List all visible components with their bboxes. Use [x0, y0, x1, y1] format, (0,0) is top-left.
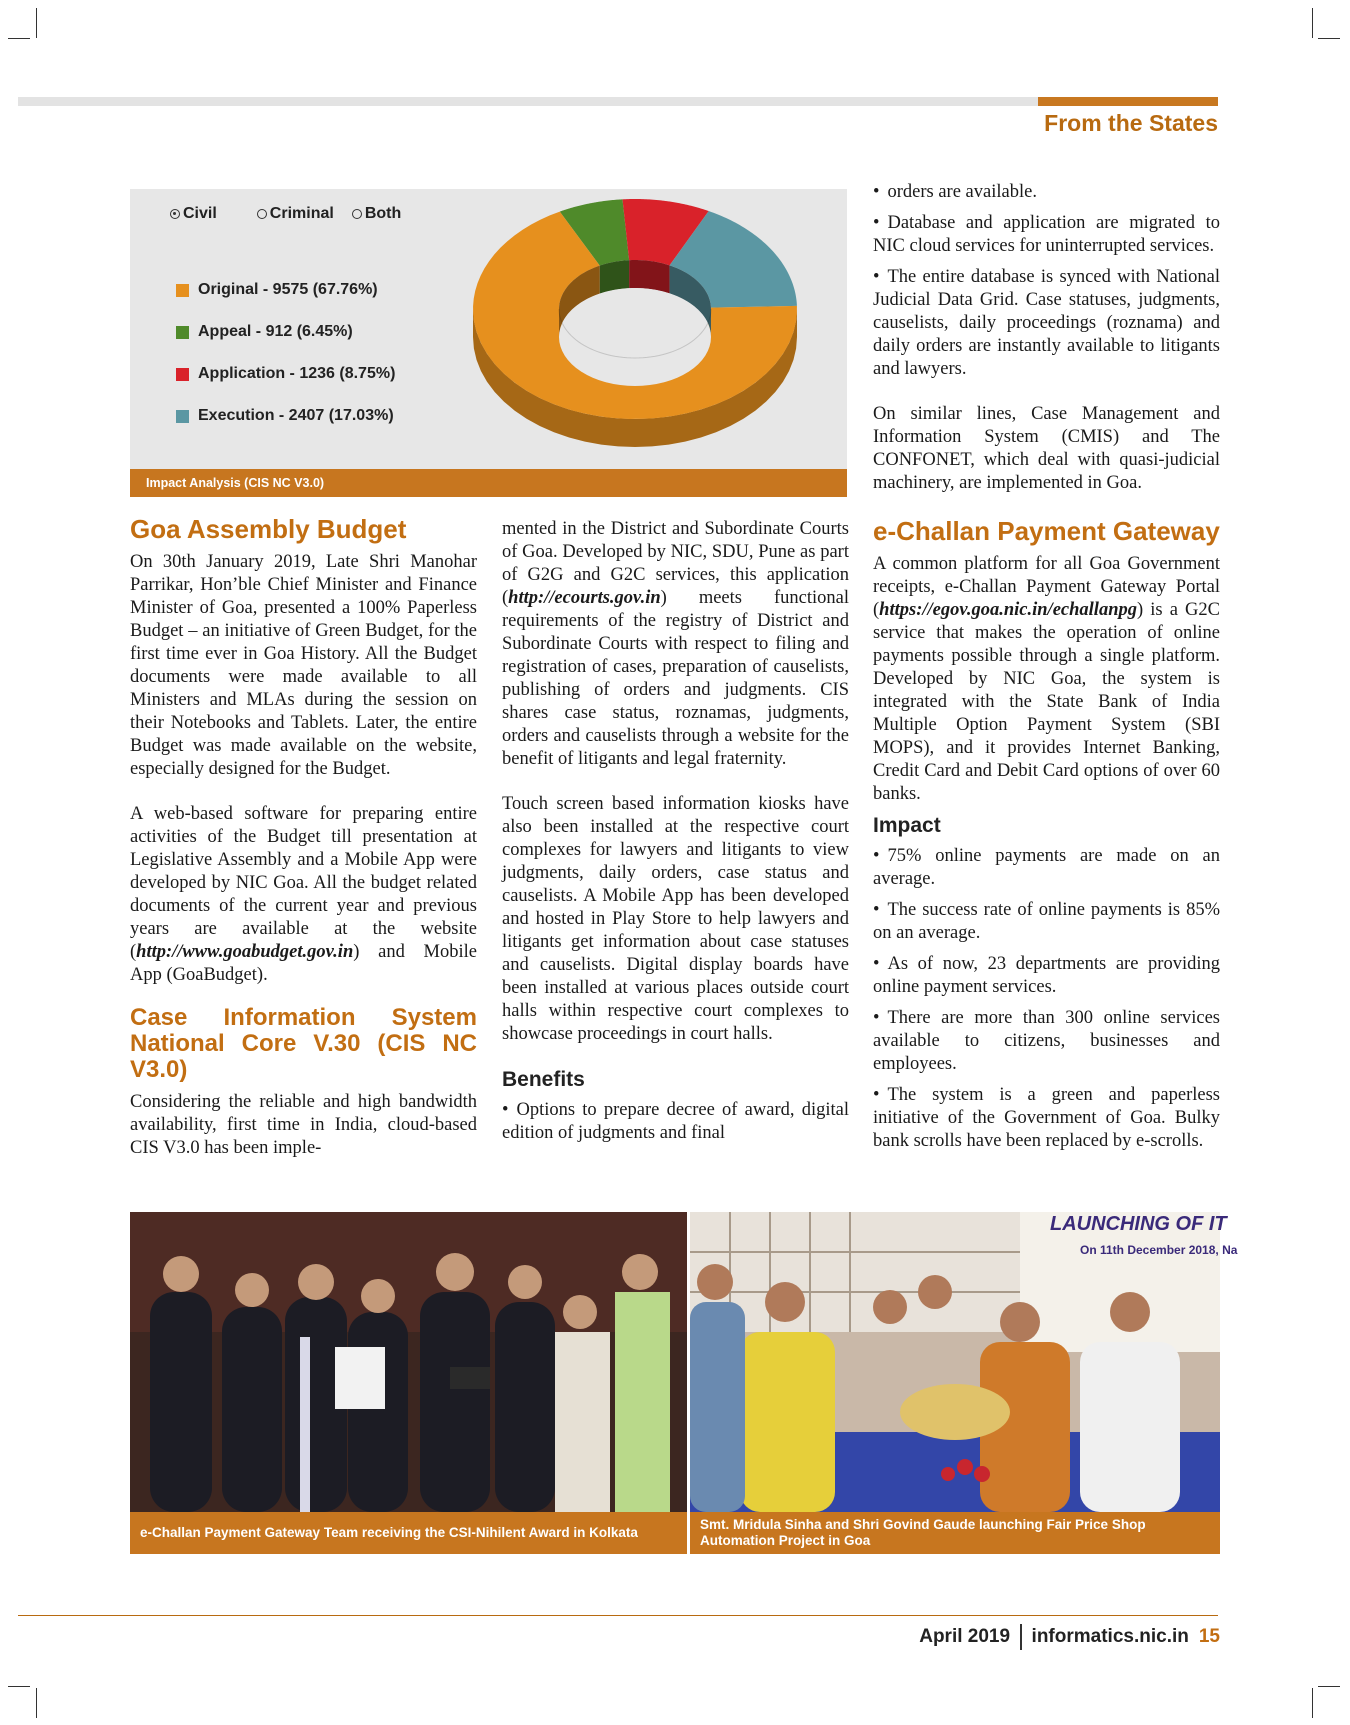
column-3 — [873, 181, 1220, 1161]
footer-separator — [1020, 1624, 1022, 1650]
radio-unselected-icon — [257, 209, 267, 219]
legend-label: Original - 9575 (67.76%) — [198, 281, 378, 298]
chart-caption: Impact Analysis (CIS NC V3.0) — [130, 469, 847, 497]
bullet-item: • Database and application are migrated to NIC cloud services for uninterrupted services. — [873, 212, 1220, 258]
paragraph: Touch screen based information kiosks have also been installed at the respective court complexes for lawyers and litigants to view judgments, daily orders, case status and causelists. A Mobile App has been developed and hosted in Play Store to help lawyers and litigants get information about case statuses and causelists. Digital display boards have been installed at various places outside court halls within respective court complexes to showcase proceedings in court halls. — [502, 794, 849, 1044]
crop-mark — [1312, 1688, 1313, 1718]
paragraph: On similar lines, Case Management and Information System (CMIS) and The CONFONET, which deal with quasi-judicial machinery, are implemented in Goa. — [873, 404, 1220, 493]
heading-cis-nc: Case Information System National Core V.30 (CIS NC V3.0) — [130, 1004, 477, 1083]
paragraph — [130, 803, 477, 987]
heading-benefits: Benefits — [502, 1068, 585, 1091]
paragraph — [502, 518, 849, 771]
footer — [919, 1624, 1220, 1650]
crop-mark — [36, 1688, 37, 1718]
text-span: ) is a G2C service that makes the operation of online payments possible through a single platform. Developed by NIC Goa, the system is integrated with the State Bank of India Multiple Option Payment System (SBI MOPS), and it provides Internet Banking, Credit Card and Debit Card options of over 60 banks. — [873, 600, 1220, 804]
radio-criminal[interactable] — [257, 205, 334, 223]
text-span: mented in the District and Subordinate Courts of Goa. Developed by NIC, SDU, Pune as part of G2G and G2C services, this application ( — [502, 519, 849, 608]
bullet-item: • There are more than 300 online services available to citizens, businesses and employees. — [873, 1007, 1220, 1076]
impact-chart — [130, 189, 847, 469]
award-photo-illustration — [130, 1212, 687, 1512]
heading-goa-assembly-budget: Goa Assembly Budget — [130, 514, 407, 544]
bullet-item: • The entire database is synced with National Judicial Data Grid. Case statuses, judgments, causelists, daily proceedings (roznama) and daily orders are instantly available to litigants and lawyers. — [873, 266, 1220, 381]
case-type-radio-group — [170, 205, 401, 223]
crop-mark — [8, 1686, 30, 1687]
text-span: A web-based software for preparing entire activities of the Budget till presentation at Legislative Assembly and a Mobile App were developed by NIC Goa. All the budget related documents of the current year and previous years are available at the website ( — [130, 804, 477, 962]
text-span: A common platform for all Goa Government receipts, e-Challan Payment Gateway Portal ( — [873, 554, 1220, 620]
header-bar-accent — [1038, 97, 1218, 106]
donut-hole — [559, 288, 711, 386]
legend-item-application — [176, 353, 395, 395]
radio-both[interactable] — [352, 205, 401, 223]
link-echallan[interactable]: https://egov.goa.nic.in/echallanpg — [879, 600, 1137, 620]
paragraph: Considering the reliable and high bandwidth availability, first time in India, cloud-based CIS V3.0 has been imple- — [130, 1092, 477, 1158]
crop-mark — [1312, 8, 1313, 38]
header-bar — [18, 97, 1038, 106]
bullet-item: • 75% online payments are made on an average. — [873, 845, 1220, 891]
banner-subtitle: On 11th December 2018, Na — [1080, 1243, 1238, 1257]
chart-legend — [176, 269, 395, 437]
link-goabudget[interactable]: http://www.goabudget.gov.in — [136, 942, 354, 962]
crop-mark — [1318, 1686, 1340, 1687]
paragraph — [873, 553, 1220, 806]
legend-item-appeal — [176, 311, 395, 353]
radio-civil[interactable] — [170, 205, 217, 223]
paragraph: On 30th January 2019, Late Shri Manohar Parrikar, Hon’ble Chief Minister and Finance Minister of Goa, presented a 100% Paperless Budget – an initiative of Green Budget, for the first time ever in Goa History. All the Budget documents were made available to all Ministers and MLAs during the session on their Notebooks and Tablets. Later, the entire Budget was made available on the website, especially designed for the Budget. — [130, 552, 477, 779]
text-span: ) and Mobile App (GoaBudget). — [130, 942, 477, 985]
bullet-item: • Options to prepare decree of award, digital edition of judgments and final — [502, 1099, 849, 1145]
legend-swatch — [176, 368, 189, 381]
heading-impact: Impact — [873, 814, 941, 837]
banner-title: LAUNCHING OF IT — [1050, 1213, 1227, 1235]
photo-caption-right: Smt. Mridula Sinha and Shri Govind Gaude launching Fair Price Shop Automation Project in Goa — [690, 1512, 1220, 1554]
column-2 — [502, 518, 849, 1153]
text-span: ) meets functional requirements of the registry of District and Subordinate Courts with respect to filing and registration of cases, preparation of causelists, publishing of orders and judgments. CIS shares case status, roznamas, judgments, orders and causelists through a website for the benefit of litigants and legal fraternity. — [502, 588, 849, 769]
heading-echallan: e-Challan Payment Gateway — [873, 516, 1220, 546]
bullet-item: • The success rate of online payments is 85% on an average. — [873, 899, 1220, 945]
legend-swatch — [176, 284, 189, 297]
legend-label: Appeal - 912 (6.45%) — [198, 323, 353, 340]
radio-label: Both — [364, 205, 402, 222]
bullet-continuation: • orders are available. — [873, 181, 1220, 204]
link-ecourts[interactable]: http://ecourts.gov.in — [508, 588, 661, 608]
legend-item-original — [176, 269, 395, 311]
footer-site: informatics.nic.in — [1031, 1626, 1189, 1647]
crop-mark — [1318, 38, 1340, 39]
bullet-item: • As of now, 23 departments are providing online payment services. — [873, 953, 1220, 999]
legend-label: Application - 1236 (8.75%) — [198, 365, 396, 382]
legend-swatch — [176, 326, 189, 339]
photo-caption-left: e-Challan Payment Gateway Team receiving the CSI-Nihilent Award in Kolkata — [130, 1512, 687, 1554]
legend-label: Execution - 2407 (17.03%) — [198, 407, 394, 424]
photo-fair-price-launch — [690, 1212, 1238, 1512]
column-1 — [130, 515, 477, 1182]
radio-unselected-icon — [352, 209, 362, 219]
crop-mark — [36, 8, 37, 38]
radio-label: Civil — [183, 205, 217, 222]
launch-photo-illustration — [690, 1212, 1238, 1512]
footer-rule — [18, 1615, 1218, 1616]
bullet-item: • The system is a green and paperless initiative of the Government of Goa. Bulky bank scrolls have been replaced by e-scrolls. — [873, 1084, 1220, 1153]
donut-chart — [430, 189, 847, 469]
footer-date: April 2019 — [919, 1626, 1011, 1647]
radio-label: Criminal — [269, 205, 334, 222]
photo-award-ceremony — [130, 1212, 687, 1512]
page-number: 15 — [1198, 1626, 1220, 1647]
legend-swatch — [176, 410, 189, 423]
section-label: From the States — [1044, 110, 1218, 136]
legend-item-execution — [176, 395, 395, 437]
radio-selected-icon — [170, 209, 180, 219]
crop-mark — [8, 38, 30, 39]
